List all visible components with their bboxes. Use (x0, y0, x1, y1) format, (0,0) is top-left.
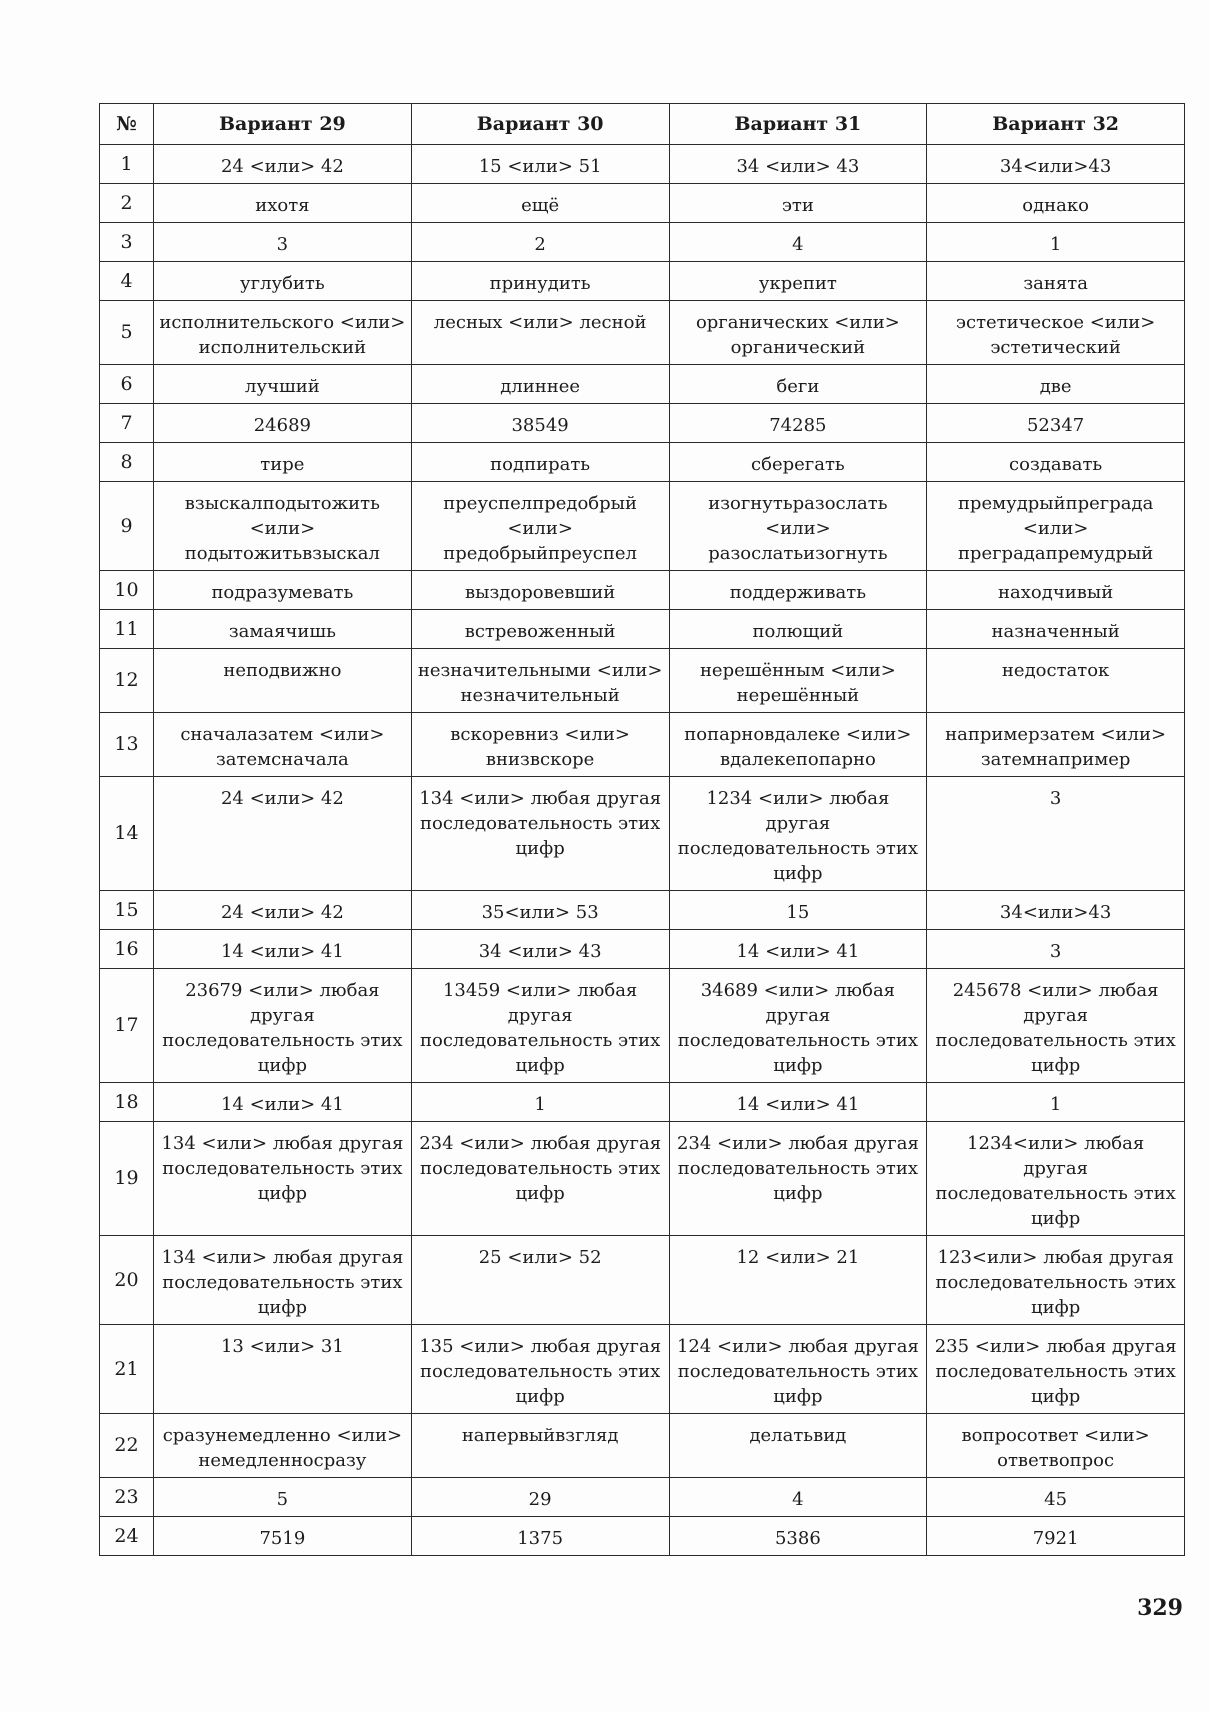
answer-cell-variant-32: однако (927, 184, 1185, 223)
answer-cell-variant-31: 234 <или> любая другая последовательность этих цифр (669, 1122, 927, 1236)
answer-cell-variant-31: 34689 <или> любая другая последовательность этих цифр (669, 969, 927, 1083)
answer-cell-variant-31: 34 <или> 43 (669, 145, 927, 184)
row-number: 11 (100, 610, 154, 649)
answer-cell-variant-30: 1375 (411, 1517, 669, 1556)
row-number: 6 (100, 365, 154, 404)
header-variant-32: Вариант 32 (927, 104, 1185, 145)
answer-cell-variant-30: 25 <или> 52 (411, 1236, 669, 1325)
row-number: 1 (100, 145, 154, 184)
row-number: 5 (100, 301, 154, 365)
row-number: 2 (100, 184, 154, 223)
header-variant-30: Вариант 30 (411, 104, 669, 145)
answer-cell-variant-30: принудить (411, 262, 669, 301)
table-body (100, 145, 1185, 1556)
answer-cell-variant-29: 24 <или> 42 (154, 891, 412, 930)
answer-cell-variant-30: 34 <или> 43 (411, 930, 669, 969)
answer-cell-variant-29: сразунемедленно <или> немедленносразу (154, 1414, 412, 1478)
row-number: 8 (100, 443, 154, 482)
answer-cell-variant-30: 1 (411, 1083, 669, 1122)
answer-cell-variant-29: 3 (154, 223, 412, 262)
table-row (100, 1517, 1185, 1556)
row-number: 12 (100, 649, 154, 713)
row-number: 17 (100, 969, 154, 1083)
answer-cell-variant-31: 4 (669, 223, 927, 262)
row-number: 7 (100, 404, 154, 443)
answer-cell-variant-31: 1234 <или> любая другая последовательность этих цифр (669, 777, 927, 891)
answer-cell-variant-29: 24689 (154, 404, 412, 443)
answer-cell-variant-29: замаячишь (154, 610, 412, 649)
answer-cell-variant-31: 15 (669, 891, 927, 930)
row-number: 10 (100, 571, 154, 610)
answer-cell-variant-30: преуспелпредобрый <или> предобрыйпреуспел (411, 482, 669, 571)
answer-cell-variant-30: 38549 (411, 404, 669, 443)
answer-cell-variant-30: 29 (411, 1478, 669, 1517)
answer-cell-variant-31: беги (669, 365, 927, 404)
table-row (100, 301, 1185, 365)
answer-cell-variant-31: попарновдалеке <или> вдалекепопарно (669, 713, 927, 777)
table-row (100, 891, 1185, 930)
table-row (100, 1414, 1185, 1478)
answer-cell-variant-32: находчивый (927, 571, 1185, 610)
answer-cell-variant-31: нерешённым <или> нерешённый (669, 649, 927, 713)
answer-cell-variant-29: углубить (154, 262, 412, 301)
table-row (100, 930, 1185, 969)
answer-cell-variant-31: сберегать (669, 443, 927, 482)
answer-cell-variant-29: 134 <или> любая другая последовательность этих цифр (154, 1122, 412, 1236)
row-number: 16 (100, 930, 154, 969)
table-row (100, 482, 1185, 571)
answer-cell-variant-29: 14 <или> 41 (154, 930, 412, 969)
table-row (100, 262, 1185, 301)
answer-cell-variant-29: ихотя (154, 184, 412, 223)
row-number: 18 (100, 1083, 154, 1122)
table-row (100, 1122, 1185, 1236)
table-row (100, 1083, 1185, 1122)
header-row (100, 104, 1185, 145)
answer-cell-variant-30: 13459 <или> любая другая последовательность этих цифр (411, 969, 669, 1083)
row-number: 13 (100, 713, 154, 777)
answer-cell-variant-32: назначенный (927, 610, 1185, 649)
answer-cell-variant-29: взыскалподытожить <или> подытожитьвзыскал (154, 482, 412, 571)
table-row (100, 223, 1185, 262)
answer-cell-variant-29: лучший (154, 365, 412, 404)
table-row (100, 1236, 1185, 1325)
table-row (100, 571, 1185, 610)
answer-cell-variant-31: эти (669, 184, 927, 223)
answer-cell-variant-29: исполнительского <или> исполнительский (154, 301, 412, 365)
answer-cell-variant-29: неподвижно (154, 649, 412, 713)
answer-cell-variant-29: 134 <или> любая другая последовательность этих цифр (154, 1236, 412, 1325)
answer-cell-variant-32: 1 (927, 223, 1185, 262)
table-row (100, 777, 1185, 891)
answer-cell-variant-31: 12 <или> 21 (669, 1236, 927, 1325)
table-row (100, 184, 1185, 223)
answer-cell-variant-29: сначалазатем <или> затемсначала (154, 713, 412, 777)
answer-cell-variant-30: 135 <или> любая другая последовательность этих цифр (411, 1325, 669, 1414)
table-row (100, 1325, 1185, 1414)
answer-cell-variant-32: 3 (927, 777, 1185, 891)
answer-cell-variant-29: 7519 (154, 1517, 412, 1556)
answer-cell-variant-32: занята (927, 262, 1185, 301)
answer-cell-variant-32: 34<или>43 (927, 891, 1185, 930)
table-row (100, 404, 1185, 443)
answer-cell-variant-30: выздоровевший (411, 571, 669, 610)
answer-cell-variant-29: 14 <или> 41 (154, 1083, 412, 1122)
answer-cell-variant-31: полющий (669, 610, 927, 649)
answer-cell-variant-32: 235 <или> любая другая последовательность этих цифр (927, 1325, 1185, 1414)
answer-cell-variant-31: 124 <или> любая другая последовательность этих цифр (669, 1325, 927, 1414)
table-row (100, 1478, 1185, 1517)
answer-cell-variant-32: 245678 <или> любая другая последовательность этих цифр (927, 969, 1185, 1083)
answer-cell-variant-30: 2 (411, 223, 669, 262)
answer-cell-variant-30: лесных <или> лесной (411, 301, 669, 365)
answer-cell-variant-31: 14 <или> 41 (669, 1083, 927, 1122)
row-number: 24 (100, 1517, 154, 1556)
answer-cell-variant-32: 1 (927, 1083, 1185, 1122)
row-number: 23 (100, 1478, 154, 1517)
answer-cell-variant-30: подпирать (411, 443, 669, 482)
table-row (100, 365, 1185, 404)
answer-cell-variant-32: 52347 (927, 404, 1185, 443)
answer-cell-variant-30: незначительными <или> незначительный (411, 649, 669, 713)
answer-cell-variant-31: 74285 (669, 404, 927, 443)
row-number: 19 (100, 1122, 154, 1236)
table-row (100, 969, 1185, 1083)
answer-cell-variant-29: 23679 <или> любая другая последовательность этих цифр (154, 969, 412, 1083)
answer-cell-variant-32: 45 (927, 1478, 1185, 1517)
answer-cell-variant-30: напервыйвзгляд (411, 1414, 669, 1478)
answer-cell-variant-32: премудрыйпреграда <или> преградапремудрый (927, 482, 1185, 571)
answer-cell-variant-32: эстетическое <или> эстетический (927, 301, 1185, 365)
answer-cell-variant-30: ещё (411, 184, 669, 223)
row-number: 20 (100, 1236, 154, 1325)
header-variant-29: Вариант 29 (154, 104, 412, 145)
answer-cell-variant-32: 1234<или> любая другая последовательность этих цифр (927, 1122, 1185, 1236)
row-number: 3 (100, 223, 154, 262)
answer-cell-variant-32: две (927, 365, 1185, 404)
row-number: 9 (100, 482, 154, 571)
table-row (100, 713, 1185, 777)
answer-cell-variant-29: 24 <или> 42 (154, 777, 412, 891)
answer-cell-variant-31: делатьвид (669, 1414, 927, 1478)
header-number: № (100, 104, 154, 145)
answer-cell-variant-31: 5386 (669, 1517, 927, 1556)
answer-cell-variant-30: 234 <или> любая другая последовательность этих цифр (411, 1122, 669, 1236)
answer-cell-variant-30: вскоревниз <или> внизвскоре (411, 713, 669, 777)
row-number: 21 (100, 1325, 154, 1414)
answer-cell-variant-29: 24 <или> 42 (154, 145, 412, 184)
header-variant-31: Вариант 31 (669, 104, 927, 145)
answer-cell-variant-30: 134 <или> любая другая последовательность этих цифр (411, 777, 669, 891)
answer-cell-variant-30: 15 <или> 51 (411, 145, 669, 184)
answer-cell-variant-32: 34<или>43 (927, 145, 1185, 184)
answer-cell-variant-32: недостаток (927, 649, 1185, 713)
answer-cell-variant-29: подразумевать (154, 571, 412, 610)
answer-cell-variant-30: 35<или> 53 (411, 891, 669, 930)
answer-key-table (99, 103, 1185, 1556)
answer-cell-variant-32: 123<или> любая другая последовательность этих цифр (927, 1236, 1185, 1325)
answer-cell-variant-31: изогнутьразослать <или> разослатьизогнуть (669, 482, 927, 571)
row-number: 22 (100, 1414, 154, 1478)
answer-cell-variant-32: 3 (927, 930, 1185, 969)
page-number: 329 (1137, 1595, 1183, 1621)
answer-cell-variant-32: вопросответ <или> ответвопрос (927, 1414, 1185, 1478)
answer-cell-variant-32: создавать (927, 443, 1185, 482)
table-row (100, 443, 1185, 482)
answer-cell-variant-30: длиннее (411, 365, 669, 404)
row-number: 15 (100, 891, 154, 930)
answer-cell-variant-31: 14 <или> 41 (669, 930, 927, 969)
answer-cell-variant-31: органических <или> органический (669, 301, 927, 365)
row-number: 14 (100, 777, 154, 891)
answer-cell-variant-29: 5 (154, 1478, 412, 1517)
answer-cell-variant-29: тире (154, 443, 412, 482)
answer-cell-variant-32: 7921 (927, 1517, 1185, 1556)
table-row (100, 145, 1185, 184)
row-number: 4 (100, 262, 154, 301)
answer-cell-variant-31: укрепит (669, 262, 927, 301)
answer-cell-variant-30: встревоженный (411, 610, 669, 649)
answer-cell-variant-31: 4 (669, 1478, 927, 1517)
answer-cell-variant-31: поддерживать (669, 571, 927, 610)
answer-cell-variant-32: напримерзатем <или> затемнапример (927, 713, 1185, 777)
table-header (100, 104, 1185, 145)
answer-cell-variant-29: 13 <или> 31 (154, 1325, 412, 1414)
table-row (100, 649, 1185, 713)
table-row (100, 610, 1185, 649)
